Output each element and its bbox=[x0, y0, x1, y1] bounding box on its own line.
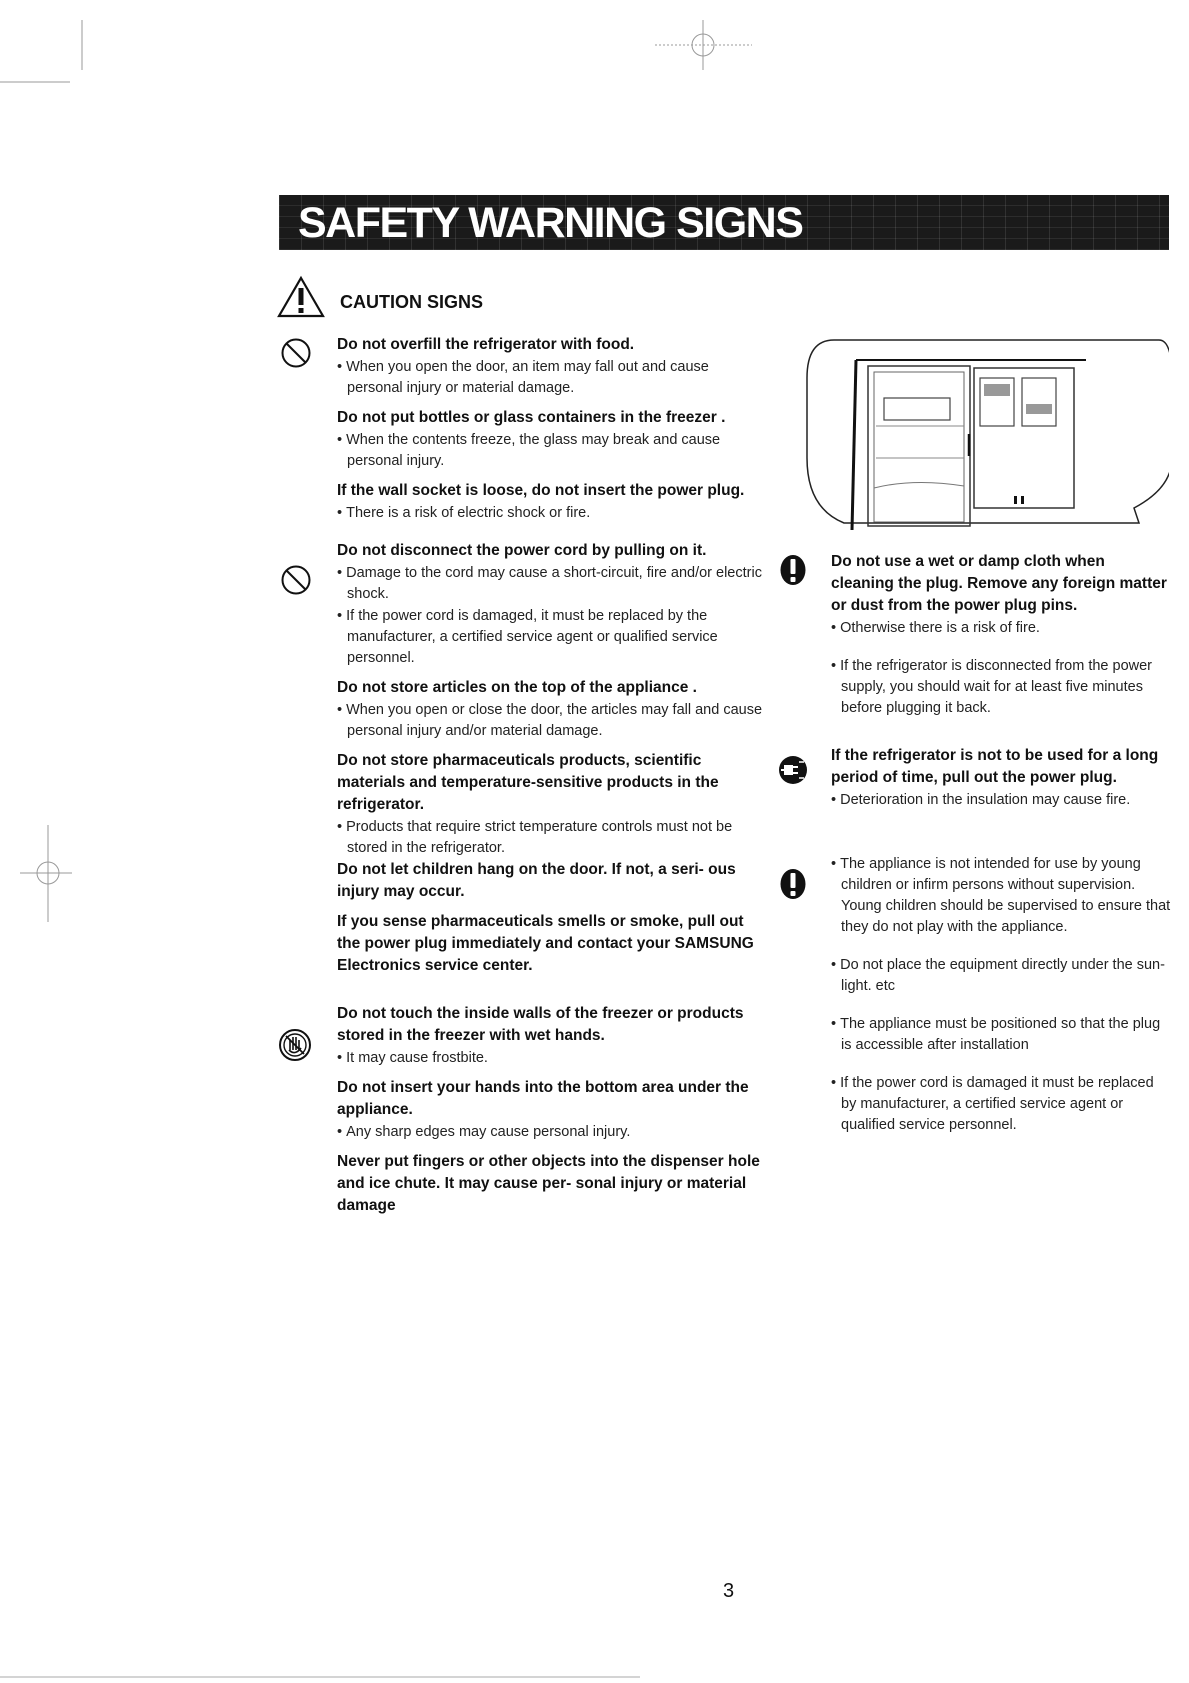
wet-hand-prohibited-icon bbox=[278, 1028, 312, 1062]
caution-heading-item: Do not store pharmaceuticals products, scientific materials and temperature-sensitive products in the refrigerator. bbox=[337, 752, 719, 813]
page-title: SAFETY WARNING SIGNS bbox=[298, 199, 803, 247]
prohibition-icon bbox=[280, 337, 312, 369]
caution-detail: • The appliance must be positioned so that the plug is accessible after installation bbox=[831, 1014, 1171, 1056]
caution-detail: • Otherwise there is a risk of fire. bbox=[831, 618, 1171, 639]
caution-detail: • If the power cord is damaged it must be replaced by manufacturer, a certified service agent or qualified service personnel. bbox=[831, 1073, 1171, 1136]
caution-list-right bbox=[831, 551, 1171, 1136]
caution-note: Young children should be supervised to ensure that they do not play with the appliance. bbox=[841, 898, 1171, 935]
caution-heading-item: Do not disconnect the power cord by pulling on it. bbox=[337, 542, 707, 559]
caution-detail: • When the contents freeze, the glass may break and cause personal injury. bbox=[337, 430, 767, 472]
caution-heading-item: If you sense pharmaceuticals smells or smoke, pull out the power plug immediately and contact your SAMSUNG Electronics service center. bbox=[337, 913, 754, 974]
page-number: 3 bbox=[723, 1580, 735, 1602]
exclamation-circle-icon bbox=[779, 554, 807, 586]
caution-heading-item: Do not put bottles or glass containers in the freezer . bbox=[337, 409, 726, 426]
caution-detail: • Deterioration in the insulation may cause fire. bbox=[831, 790, 1171, 811]
caution-heading-item: Do not let children hang on the door. If not, a seri- ous injury may occur. bbox=[337, 861, 736, 900]
caution-heading: CAUTION SIGNS bbox=[340, 292, 484, 312]
prohibition-icon bbox=[280, 564, 312, 596]
caution-detail: • Any sharp edges may cause personal injury. bbox=[337, 1122, 767, 1143]
caution-triangle-icon bbox=[276, 275, 326, 319]
refrigerator-illustration bbox=[804, 338, 1169, 533]
caution-heading-item: Do not overfill the refrigerator with food. bbox=[337, 336, 635, 353]
caution-detail: • Products that require strict temperature controls must not be stored in the refrigerator. bbox=[337, 817, 767, 859]
caution-detail: • Damage to the cord may cause a short-circuit, fire and/or electric shock. bbox=[337, 563, 767, 605]
caution-heading-item: Do not store articles on the top of the appliance . bbox=[337, 679, 697, 696]
caution-detail: • When you open the door, an item may fall out and cause personal injury or material damage. bbox=[337, 357, 767, 399]
caution-detail: • When you open or close the door, the articles may fall and cause personal injury and/or material damage. bbox=[337, 700, 767, 742]
caution-heading-item: Do not insert your hands into the bottom area under the appliance. bbox=[337, 1079, 749, 1118]
caution-detail: • If the refrigerator is disconnected from the power supply, you should wait for at least five minutes before plugging it back. bbox=[831, 656, 1171, 719]
caution-heading-item: Do not use a wet or damp cloth when cleaning the plug. Remove any foreign matter or dust from the power plug pins. bbox=[831, 553, 1167, 614]
exclamation-circle-icon bbox=[779, 868, 807, 900]
header-banner bbox=[279, 195, 1169, 250]
caution-detail: • If the power cord is damaged, it must be replaced by the manufacturer, a certified service agent or qualified service personnel. bbox=[337, 606, 767, 669]
caution-list-left bbox=[337, 334, 767, 1217]
caution-heading-item: Do not touch the inside walls of the freezer or products stored in the freezer with wet hands. bbox=[337, 1005, 744, 1044]
caution-detail: • It may cause frostbite. bbox=[337, 1048, 767, 1069]
caution-heading-item: If the wall socket is loose, do not insert the power plug. bbox=[337, 482, 745, 499]
caution-detail: • The appliance is not intended for use by young children or infirm persons without supervision. bbox=[831, 854, 1171, 896]
caution-heading-item: If the refrigerator is not to be used for a long period of time, pull out the power plug. bbox=[831, 747, 1159, 786]
caution-detail: • Do not place the equipment directly under the sun- light. etc bbox=[831, 955, 1171, 997]
caution-detail: • There is a risk of electric shock or fire. bbox=[337, 503, 767, 524]
caution-heading-item: Never put fingers or other objects into the dispenser hole and ice chute. It may cause per- sonal injury or material damage bbox=[337, 1153, 760, 1214]
unplug-icon bbox=[777, 754, 809, 786]
